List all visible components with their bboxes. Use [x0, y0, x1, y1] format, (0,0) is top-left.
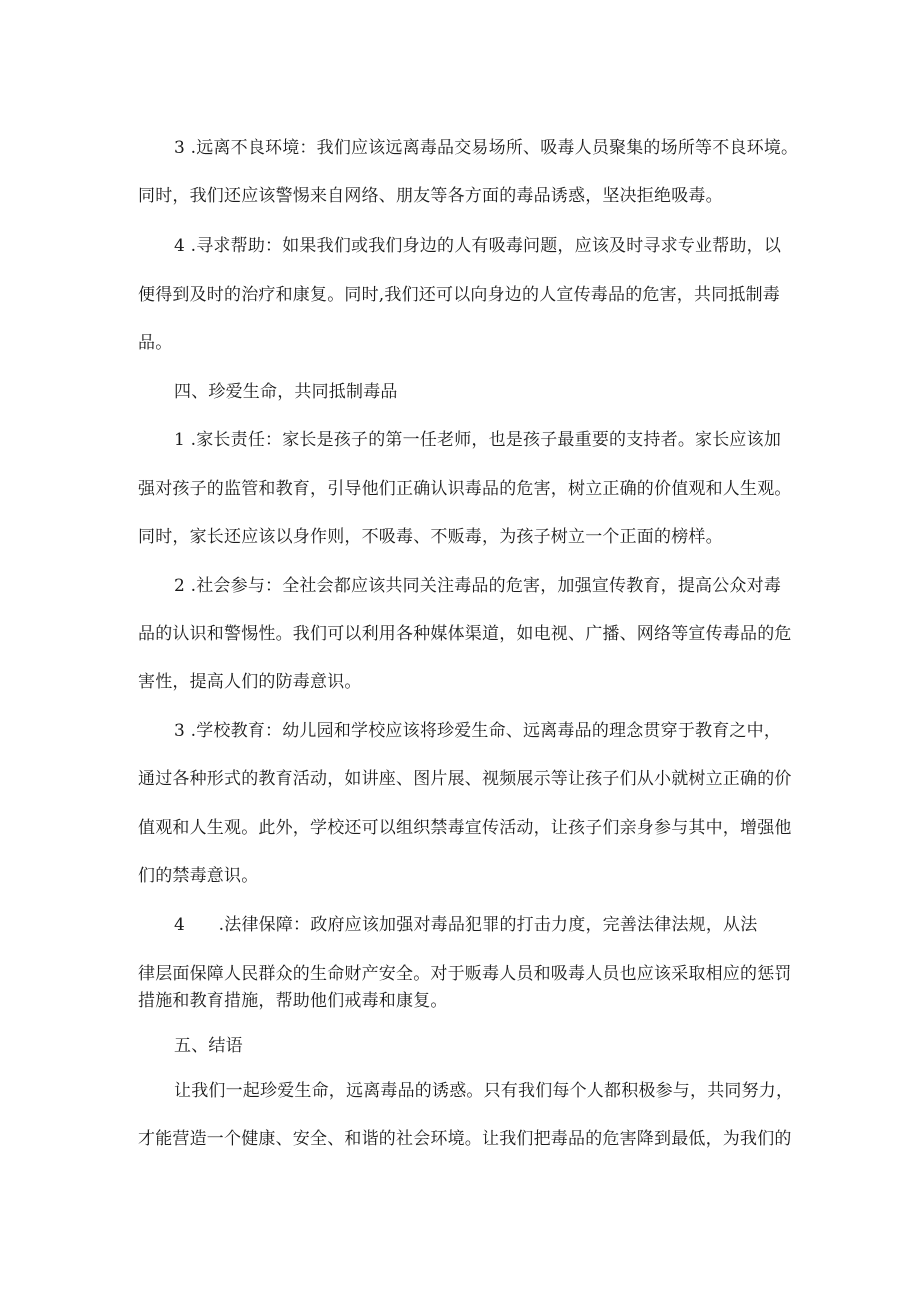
section-heading: 四、珍爱生命，共同抵制毒品 — [174, 382, 398, 402]
paragraph-line: 品的认识和警惕性。我们可以利用各种媒体渠道，如电视、广播、网络等宣传毒品的危 — [138, 624, 792, 644]
paragraph-line: 3 .远离不良环境：我们应该远离毒品交易场所、吸毒人员聚集的场所等不良环境。 — [174, 138, 799, 158]
paragraph-line: 们的禁毒意识。 — [138, 866, 259, 886]
paragraph-line: 便得到及时的治疗和康复。同时,我们还可以向身边的人宣传毒品的危害，共同抵制毒 — [138, 285, 781, 305]
paragraph-line: 3 .学校教育：幼儿园和学校应该将珍爱生命、远离毒品的理念贯穿于教育之中， — [174, 721, 782, 741]
paragraph-line: 4 .法律保障：政府应该加强对毒品犯罪的打击力度，完善法律法规，从法 — [174, 915, 758, 935]
paragraph-line: 通过各种形式的教育活动，如讲座、图片展、视频展示等让孩子们从小就树立正确的价 — [138, 769, 792, 789]
paragraph-line: 1 .家长责任：家长是孩子的第一任老师，也是孩子最重要的支持者。家长应该加 — [174, 430, 782, 450]
paragraph-line: 值观和人生观。此外，学校还可以组织禁毒宣传活动，让孩子们亲身参与其中，增强他 — [138, 818, 792, 838]
paragraph-line: 2 .社会参与：全社会都应该共同关注毒品的危害，加强宣传教育，提高公众对毒 — [174, 576, 782, 596]
paragraph-line: 4 .寻求帮助：如果我们或我们身边的人有吸毒问题，应该及时寻求专业帮助，以 — [174, 236, 782, 256]
paragraph-line: 品。 — [138, 333, 173, 353]
section-heading: 五、结语 — [174, 1036, 243, 1056]
paragraph-line: 同时，家长还应该以身作则，不吸毒、不贩毒，为孩子树立一个正面的榜样。 — [138, 527, 723, 547]
paragraph-line: 才能营造一个健康、安全、和谐的社会环境。让我们把毒品的危害降到最低，为我们的 — [138, 1129, 792, 1149]
paragraph-line: 措施和教育措施，帮助他们戒毒和康复。 — [138, 991, 448, 1011]
paragraph-line: 同时，我们还应该警惕来自网络、朋友等各方面的毒品诱惑，坚决拒绝吸毒。 — [138, 186, 723, 206]
paragraph-line: 害性，提高人们的防毒意识。 — [138, 672, 362, 692]
paragraph-line: 强对孩子的监管和教育，引导他们正确认识毒品的危害，树立正确的价值观和人生观。 — [138, 479, 792, 499]
paragraph-line: 律层面保障人民群众的生命财产安全。对于贩毒人员和吸毒人员也应该采取相应的惩罚 — [138, 964, 792, 984]
paragraph-line: 让我们一起珍爱生命，远离毒品的诱惑。只有我们每个人都积极参与，共同努力， — [174, 1081, 794, 1101]
